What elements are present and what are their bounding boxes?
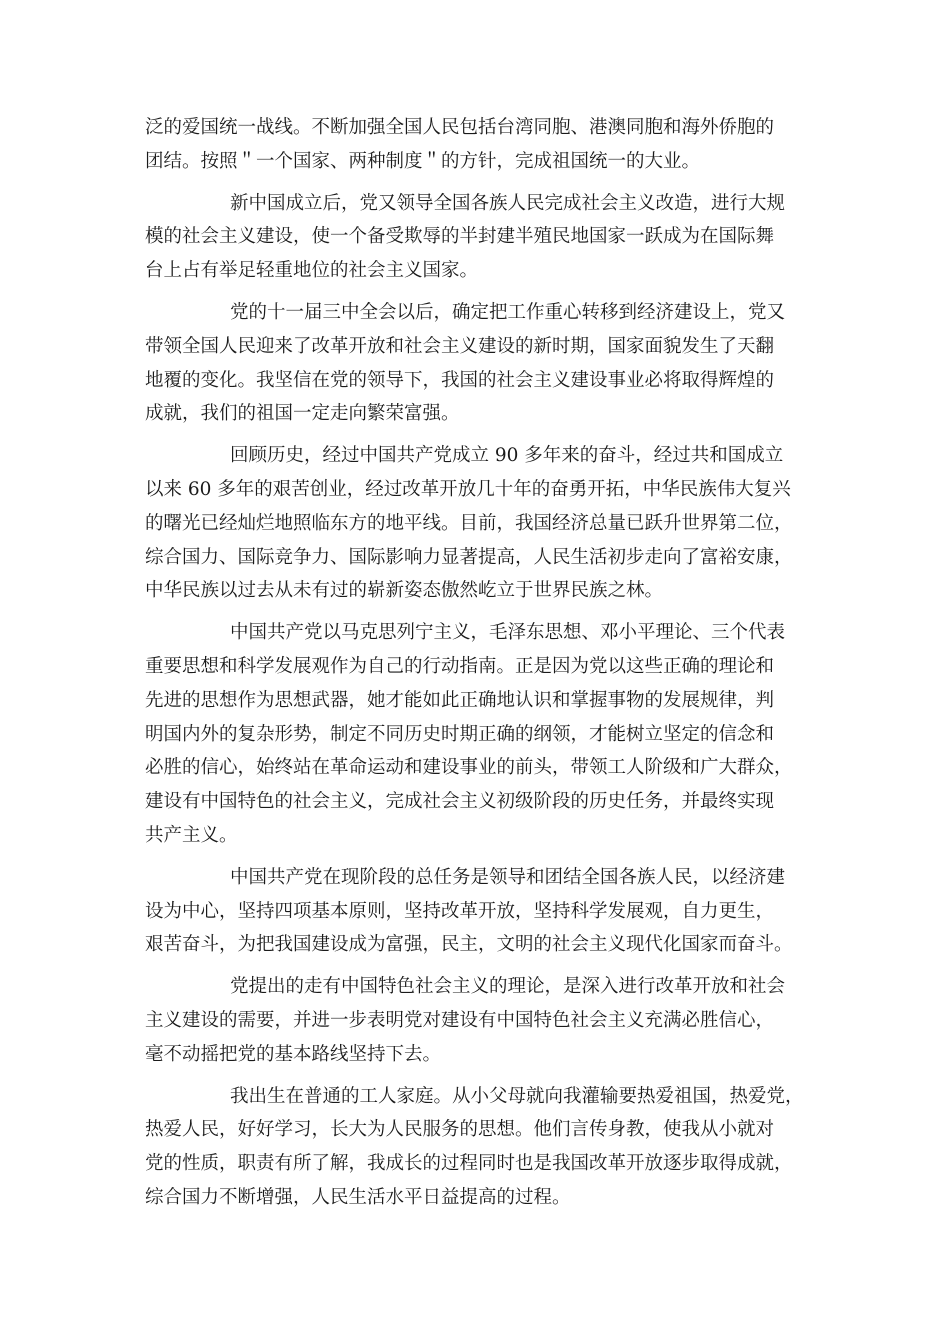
text-line: 党的十一届三中全会以后，确定把工作重心转移到经济建设上，党又	[230, 301, 786, 323]
text-line: 地覆的变化。我坚信在党的领导下，我国的社会主义建设事业必将取得辉煌的	[145, 369, 775, 391]
text-line: 设为中心，坚持四项基本原则，坚持改革开放，坚持科学发展观，自力更生，	[145, 900, 775, 922]
paragraph-5	[145, 616, 810, 853]
paragraph-6	[145, 861, 810, 962]
paragraph-4	[145, 439, 810, 608]
text-line: 成就，我们的祖国一定走向繁荣富强。	[145, 403, 460, 425]
paragraph-3	[145, 296, 810, 431]
text-line: 中国共产党在现阶段的总任务是领导和团结全国各族人民，以经济建	[230, 866, 786, 888]
text-line: 以来 60 多年的艰苦创业，经过改革开放几十年的奋勇开拓，中华民族伟大复兴	[145, 478, 791, 500]
text-line: 我出生在普通的工人家庭。从小父母就向我灌输要热爱祖国，热爱党，	[230, 1085, 804, 1107]
text-line: 综合国力、国际竞争力、国际影响力显著提高，人民生活初步走向了富裕安康，	[145, 546, 793, 568]
text-line: 团结。按照＂一个国家、两种制度＂的方针，完成祖国统一的大业。	[145, 150, 701, 172]
paragraph-2	[145, 187, 810, 288]
document-body	[145, 111, 810, 1215]
text-line: 回顾历史，经过中国共产党成立 90 多年来的奋斗，经过共和国成立	[230, 445, 784, 467]
paragraph-8	[145, 1080, 810, 1215]
text-line: 中国共产党以马克思列宁主义，毛泽东思想、邓小平理论、三个代表	[230, 622, 786, 644]
text-line: 中华民族以过去从未有过的崭新姿态傲然屹立于世界民族之林。	[145, 580, 664, 602]
text-line: 重要思想和科学发展观作为自己的行动指南。正是因为党以这些正确的理论和	[145, 655, 775, 677]
text-line: 带领全国人民迎来了改革开放和社会主义建设的新时期，国家面貌发生了天翻	[145, 335, 775, 357]
text-line: 党的性质，职责有所了解，我成长的过程同时也是我国改革开放逐步取得成就，	[145, 1153, 793, 1175]
text-line: 的曙光已经灿烂地照临东方的地平线。目前，我国经济总量已跃升世界第二位，	[145, 512, 793, 534]
text-line: 综合国力不断增强，人民生活水平日益提高的过程。	[145, 1186, 571, 1208]
text-line: 毫不动摇把党的基本路线坚持下去。	[145, 1043, 442, 1065]
text-line: 先进的思想作为思想武器，她才能如此正确地认识和掌握事物的发展规律，判	[145, 689, 775, 711]
text-line: 必胜的信心，始终站在革命运动和建设事业的前头，带领工人阶级和广大群众，	[145, 757, 793, 779]
text-line: 主义建设的需要，并进一步表明党对建设有中国特色社会主义充满必胜信心，	[145, 1009, 775, 1031]
text-line: 新中国成立后，党又领导全国各族人民完成社会主义改造，进行大规	[230, 192, 786, 214]
text-line: 模的社会主义建设，使一个备受欺辱的半封建半殖民地国家一跃成为在国际舞	[145, 226, 775, 248]
text-line: 明国内外的复杂形势，制定不同历史时期正确的纲领，才能树立坚定的信念和	[145, 723, 775, 745]
text-line: 热爱人民，好好学习，长大为人民服务的思想。他们言传身教，使我从小就对	[145, 1119, 775, 1141]
text-line: 泛的爱国统一战线。不断加强全国人民包括台湾同胞、港澳同胞和海外侨胞的	[145, 117, 775, 138]
text-line: 共产主义。	[145, 824, 238, 846]
text-line: 党提出的走有中国特色社会主义的理论，是深入进行改革开放和社会	[230, 976, 786, 998]
paragraph-1	[145, 111, 810, 179]
text-line: 台上占有举足轻重地位的社会主义国家。	[145, 260, 479, 282]
text-line: 艰苦奋斗，为把我国建设成为富强，民主，文明的社会主义现代化国家而奋斗。	[145, 934, 793, 956]
paragraph-7	[145, 970, 810, 1071]
text-line: 建设有中国特色的社会主义，完成社会主义初级阶段的历史任务，并最终实现	[145, 791, 775, 813]
